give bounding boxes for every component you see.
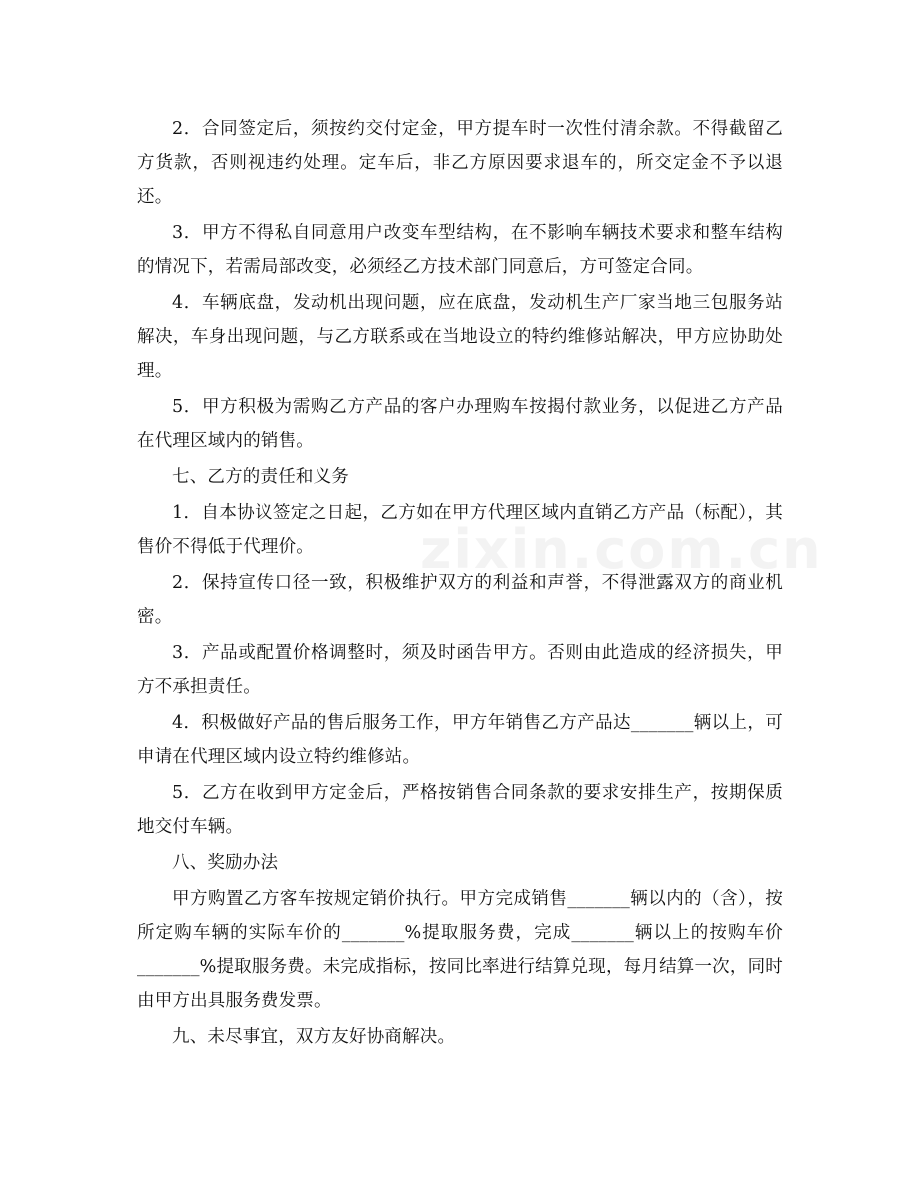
clause-paragraph: 3．甲方不得私自同意用户改变车型结构，在不影响车辆技术要求和整车结构的情况下，若需局部改变，必须经乙方技术部门同意后，方可签定合同。 (137, 223, 783, 277)
clause-paragraph: 2．保持宣传口径一致，积极维护双方的利益和声誉，不得泄露双方的商业机密。 (137, 573, 783, 627)
section-heading: 八、奖励办法 (172, 853, 279, 873)
section-heading: 七、乙方的责任和义务 (172, 467, 349, 487)
clause-paragraph: 5．乙方在收到甲方定金后，严格按销售合同条款的要求安排生产，按期保质地交付车辆。 (137, 783, 783, 837)
clause-paragraph: 4．车辆底盘，发动机出现问题，应在底盘，发动机生产厂家当地三包服务站解决，车身出现问题，与乙方联系或在当地设立的特约维修站解决，甲方应协助处理。 (137, 293, 783, 381)
clause-paragraph: 1．自本协议签定之日起，乙方如在甲方代理区域内直销乙方产品（标配），其售价不得低于代理价。 (137, 503, 783, 557)
document-body (137, 112, 783, 1054)
watermark: zixin.com.cn (420, 518, 823, 581)
clause-paragraph: 3．产品或配置价格调整时，须及时函告甲方。否则由此造成的经济损失，甲方不承担责任。 (137, 643, 783, 697)
clause-paragraph: 5．甲方积极为需购乙方产品的客户办理购车按揭付款业务，以促进乙方产品在代理区域内的销售。 (137, 397, 783, 451)
clause-paragraph: 甲方购置乙方客车按规定销价执行。甲方完成销售_______辆以内的（含），按所定购车辆的实际车价的_______%提取服务费，完成_______辆以上的按购车价_______%提取服务费。未完成指标，按同比率进行结算兑现，每月结算一次，同时由甲方出具服务费发票。 (137, 889, 783, 1011)
clause-paragraph: 2．合同签定后，须按约交付定金，甲方提车时一次性付清余款。不得截留乙方货款，否则视违约处理。定车后，非乙方原因要求退车的，所交定金不予以退还。 (137, 119, 783, 207)
clause-paragraph: 4．积极做好产品的售后服务工作，甲方年销售乙方产品达_______辆以上，可申请在代理区域内设立特约维修站。 (137, 713, 783, 767)
section-heading: 九、未尽事宜，双方友好协商解决。 (172, 1027, 456, 1047)
